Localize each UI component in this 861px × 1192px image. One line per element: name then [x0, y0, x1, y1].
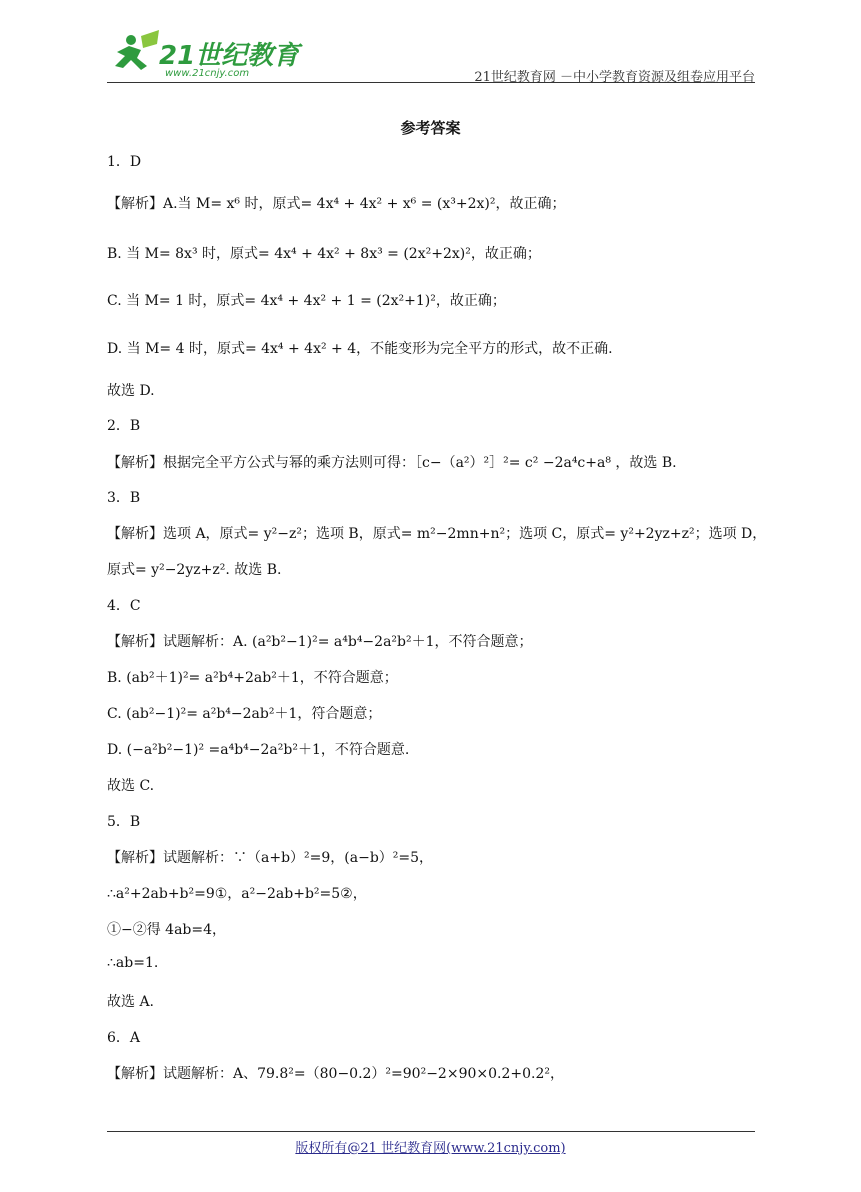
page-title: 参考答案 — [400, 119, 461, 137]
answer-line: B. (ab²＋1)²= a²b⁴+2ab²＋1，不符合题意； — [107, 670, 398, 686]
answer-line: 1．D — [107, 154, 142, 170]
footer-copyright-link[interactable]: 版权所有@21 世纪教育网(www.21cnjy.com) — [295, 1141, 566, 1156]
answer-line: 【解析】选项 A，原式= y²−z²；选项 B，原式= m²−2mn+n²；选项 C，原式= y²+2yz+z²；选项 D， — [107, 526, 767, 542]
answer-line: ∴a²+2ab+b²=9①，a²−2ab+b²=5②， — [107, 886, 367, 902]
svg-text:www.21cnjy.com: www.21cnjy.com — [165, 68, 250, 79]
answer-line: 故选 D. — [107, 383, 155, 399]
answer-line: 故选 C. — [107, 778, 155, 794]
answer-line: B. 当 M= 8x³ 时，原式= 4x⁴ + 4x² + 8x³ = (2x²+2x)²，故正确； — [107, 246, 541, 262]
header-site-slogan: 21世纪教育网 －中小学教育资源及组卷应用平台 — [474, 70, 755, 85]
answer-line: 故选 A. — [107, 994, 155, 1010]
answer-line: 2．B — [107, 418, 141, 434]
answer-line: 6．A — [107, 1030, 141, 1046]
answer-line: ∴ab=1. — [107, 955, 159, 971]
answer-line: 【解析】试题解析：A、79.8²=（80−0.2）²=90²−2×90×0.2+0.2²， — [107, 1066, 564, 1082]
svg-text:21世纪教育: 21世纪教育 — [159, 41, 300, 71]
answer-line: C. (ab²−1)²= a²b⁴−2ab²＋1，符合题意； — [107, 706, 382, 722]
answer-line: ①−②得 4ab=4， — [107, 922, 227, 938]
page-header — [107, 28, 755, 85]
answer-line: 【解析】试题解析：∵（a+b）²=9，(a−b）²=5， — [107, 850, 434, 866]
answer-line: D. (−a²b²−1)² =a⁴b⁴−2a²b²＋1，不符合题意. — [107, 742, 410, 758]
logo-21cnjy — [107, 28, 307, 80]
answer-line: D. 当 M= 4 时，原式= 4x⁴ + 4x² + 4，不能变形为完全平方的形式，故不正确. — [107, 341, 613, 357]
answer-line: 3．B — [107, 490, 141, 506]
answer-line: 【解析】试题解析：A. (a²b²−1)²= a⁴b⁴−2a²b²＋1，不符合题意； — [107, 634, 533, 650]
answer-line: 5．B — [107, 814, 141, 830]
answer-line: 【解析】A.当 M= x⁶ 时，原式= 4x⁴ + 4x² + x⁶ = (x³+2x)²，故正确； — [107, 196, 566, 212]
answer-line: 原式= y²−2yz+z². 故选 B. — [107, 562, 282, 578]
answer-line: 【解析】根据完全平方公式与幂的乘方法则可得：［c−（a²）²］²= c² −2a⁴c+a⁸ ，故选 B. — [107, 455, 677, 471]
answer-line: C. 当 M= 1 时，原式= 4x⁴ + 4x² + 1 = (2x²+1)²，故正确； — [107, 293, 506, 309]
answer-line: 4．C — [107, 598, 141, 614]
footer-divider — [107, 1131, 755, 1132]
header-divider — [107, 82, 755, 83]
